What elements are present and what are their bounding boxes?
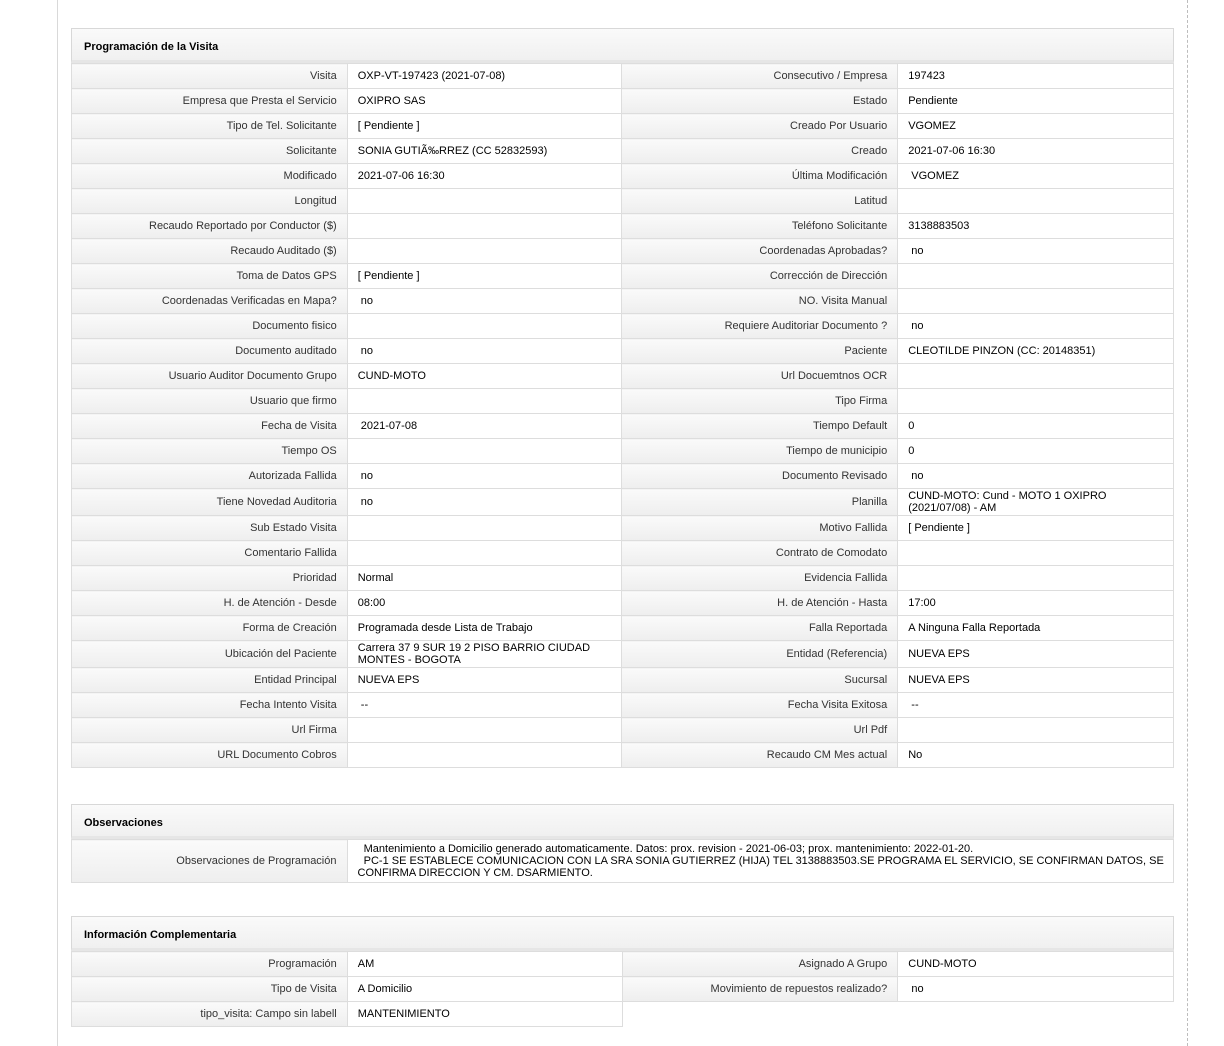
contrato-de-comodato-value (898, 541, 1174, 566)
url-docuemtnos-ocr-value (898, 364, 1174, 389)
complementaria-header: Información Complementaria (71, 916, 1174, 951)
table-row (72, 718, 1174, 743)
table-row (72, 89, 1174, 114)
visita-label: Visita (72, 64, 348, 89)
programacion-label: Programación (72, 952, 348, 977)
url-pdf-label: Url Pdf (622, 718, 898, 743)
evidencia-fallida-label: Evidencia Fallida (622, 566, 898, 591)
tipo-de-visita-label: Tipo de Visita (72, 977, 348, 1002)
recaudo-cm-mes-actual-label: Recaudo CM Mes actual (622, 743, 898, 768)
table-row (72, 264, 1174, 289)
table-row (72, 314, 1174, 339)
recaudo-reportado-por-conductor-value (347, 214, 622, 239)
entidad-referencia-label: Entidad (Referencia) (622, 641, 898, 668)
table-row (72, 339, 1174, 364)
usuario-que-firmo-label: Usuario que firmo (72, 389, 348, 414)
usuario-auditor-documento-grupo-label: Usuario Auditor Documento Grupo (72, 364, 348, 389)
visita-value: OXP-VT-197423 (2021-07-08) (347, 64, 622, 89)
comentario-fallida-value (347, 541, 622, 566)
toma-de-datos-gps-value: [ Pendiente ] (347, 264, 622, 289)
requiere-auditoriar-documento-label: Requiere Auditoriar Documento ? (622, 314, 898, 339)
h-de-atencion-desde-value: 08:00 (347, 591, 622, 616)
sub-estado-visita-label: Sub Estado Visita (72, 516, 348, 541)
programacion-header: Programación de la Visita (71, 28, 1174, 63)
no-visita-manual-value (898, 289, 1174, 314)
table-row (72, 464, 1174, 489)
documento-revisado-value: no (898, 464, 1174, 489)
url-pdf-value (898, 718, 1174, 743)
entidad-referencia-value: NUEVA EPS (898, 641, 1174, 668)
prioridad-label: Prioridad (72, 566, 348, 591)
table-row (72, 541, 1174, 566)
table-row (72, 591, 1174, 616)
url-firma-value (347, 718, 622, 743)
table-row (72, 239, 1174, 264)
programacion-value: AM (347, 952, 622, 977)
table-row (72, 641, 1174, 668)
tiempo-os-label: Tiempo OS (72, 439, 348, 464)
ultima-modificacion-value: VGOMEZ (898, 164, 1174, 189)
table-row (72, 489, 1174, 516)
falla-reportada-label: Falla Reportada (622, 616, 898, 641)
falla-reportada-value: A Ninguna Falla Reportada (898, 616, 1174, 641)
solicitante-label: Solicitante (72, 139, 348, 164)
ultima-modificacion-label: Última Modificación (622, 164, 898, 189)
coordenadas-aprobadas-label: Coordenadas Aprobadas? (622, 239, 898, 264)
evidencia-fallida-value (898, 566, 1174, 591)
movimiento-de-repuestos-realizado-value: no (898, 977, 1174, 1002)
tiempo-default-value: 0 (898, 414, 1174, 439)
contrato-de-comodato-label: Contrato de Comodato (622, 541, 898, 566)
empresa-que-presta-el-servicio-value: OXIPRO SAS (347, 89, 622, 114)
ubicacion-del-paciente-label: Ubicación del Paciente (72, 641, 348, 668)
table-row (72, 214, 1174, 239)
tiempo-de-municipio-label: Tiempo de municipio (622, 439, 898, 464)
recaudo-cm-mes-actual-value: No (898, 743, 1174, 768)
table-row (72, 977, 1174, 1002)
observaciones-header: Observaciones (71, 804, 1174, 839)
correccion-de-direccion-label: Corrección de Dirección (622, 264, 898, 289)
latitud-value (898, 189, 1174, 214)
fecha-visita-exitosa-label: Fecha Visita Exitosa (622, 693, 898, 718)
tipo-firma-label: Tipo Firma (622, 389, 898, 414)
tipo-visita-campo-sin-labell-label: tipo_visita: Campo sin labell (72, 1002, 348, 1027)
correccion-de-direccion-value (898, 264, 1174, 289)
coordenadas-aprobadas-value: no (898, 239, 1174, 264)
left-border-line (57, 0, 58, 1046)
h-de-atencion-hasta-value: 17:00 (898, 591, 1174, 616)
table-row (72, 414, 1174, 439)
creado-value: 2021-07-06 16:30 (898, 139, 1174, 164)
table-row (72, 566, 1174, 591)
table-row (72, 439, 1174, 464)
creado-por-usuario-label: Creado Por Usuario (622, 114, 898, 139)
prioridad-value: Normal (347, 566, 622, 591)
fecha-intento-visita-label: Fecha Intento Visita (72, 693, 348, 718)
consecutivo-empresa-label: Consecutivo / Empresa (622, 64, 898, 89)
forma-de-creacion-label: Forma de Creación (72, 616, 348, 641)
coordenadas-verificadas-en-mapa-label: Coordenadas Verificadas en Mapa? (72, 289, 348, 314)
latitud-label: Latitud (622, 189, 898, 214)
url-docuemtnos-ocr-label: Url Docuemtnos OCR (622, 364, 898, 389)
creado-por-usuario-value: VGOMEZ (898, 114, 1174, 139)
consecutivo-empresa-value: 197423 (898, 64, 1174, 89)
tipo-visita-campo-sin-labell-value: MANTENIMIENTO (347, 1002, 622, 1027)
tipo-de-tel-solicitante-label: Tipo de Tel. Solicitante (72, 114, 348, 139)
requiere-auditoriar-documento-value: no (898, 314, 1174, 339)
table-row (72, 668, 1174, 693)
ubicacion-del-paciente-value: Carrera 37 9 SUR 19 2 PISO BARRIO CIUDAD MONTES - BOGOTA (347, 641, 622, 668)
modificado-value: 2021-07-06 16:30 (347, 164, 622, 189)
h-de-atencion-hasta-label: H. de Atención - Hasta (622, 591, 898, 616)
fecha-de-visita-value: 2021-07-08 (347, 414, 622, 439)
programacion-table-body (72, 64, 1174, 768)
documento-auditado-label: Documento auditado (72, 339, 348, 364)
table-row (72, 840, 1174, 883)
tiempo-de-municipio-value: 0 (898, 439, 1174, 464)
recaudo-auditado-value (347, 239, 622, 264)
complementaria-table (71, 951, 1174, 1027)
recaudo-reportado-por-conductor-label: Recaudo Reportado por Conductor ($) (72, 214, 348, 239)
asignado-a-grupo-value: CUND-MOTO (898, 952, 1174, 977)
url-documento-cobros-label: URL Documento Cobros (72, 743, 348, 768)
empresa-que-presta-el-servicio-label: Empresa que Presta el Servicio (72, 89, 348, 114)
telefono-solicitante-value: 3138883503 (898, 214, 1174, 239)
solicitante-value: SONIA GUTIÃ‰RREZ (CC 52832593) (347, 139, 622, 164)
observaciones-section (71, 804, 1174, 883)
recaudo-auditado-label: Recaudo Auditado ($) (72, 239, 348, 264)
table-row (72, 64, 1174, 89)
programacion-table (71, 63, 1174, 768)
sucursal-label: Sucursal (622, 668, 898, 693)
planilla-label: Planilla (622, 489, 898, 516)
documento-auditado-value: no (347, 339, 622, 364)
tiempo-default-label: Tiempo Default (622, 414, 898, 439)
table-row (72, 1002, 1174, 1027)
table-row (72, 389, 1174, 414)
table-row (72, 189, 1174, 214)
estado-label: Estado (622, 89, 898, 114)
longitud-value (347, 189, 622, 214)
table-row (72, 952, 1174, 977)
tiene-novedad-auditoria-label: Tiene Novedad Auditoria (72, 489, 348, 516)
table-row (72, 114, 1174, 139)
observaciones-programacion-value (347, 840, 1174, 883)
planilla-value: CUND-MOTO: Cund - MOTO 1 OXIPRO (2021/07/08) - AM (898, 489, 1174, 516)
table-row (72, 289, 1174, 314)
fecha-de-visita-label: Fecha de Visita (72, 414, 348, 439)
table-row (72, 616, 1174, 641)
documento-fisico-label: Documento fisico (72, 314, 348, 339)
motivo-fallida-label: Motivo Fallida (622, 516, 898, 541)
table-row (72, 693, 1174, 718)
programacion-section (71, 28, 1174, 768)
tiempo-os-value (347, 439, 622, 464)
entidad-principal-value: NUEVA EPS (347, 668, 622, 693)
fecha-visita-exitosa-value: -- (898, 693, 1174, 718)
observaciones-table (71, 839, 1174, 883)
telefono-solicitante-label: Teléfono Solicitante (622, 214, 898, 239)
tipo-de-tel-solicitante-value: [ Pendiente ] (347, 114, 622, 139)
complementaria-section (71, 916, 1174, 1027)
sucursal-value: NUEVA EPS (898, 668, 1174, 693)
entidad-principal-label: Entidad Principal (72, 668, 348, 693)
motivo-fallida-value: [ Pendiente ] (898, 516, 1174, 541)
forma-de-creacion-value: Programada desde Lista de Trabajo (347, 616, 622, 641)
autorizada-fallida-value: no (347, 464, 622, 489)
observaciones-programacion-label: Observaciones de Programación (72, 840, 348, 883)
table-row (72, 364, 1174, 389)
longitud-label: Longitud (72, 189, 348, 214)
creado-label: Creado (622, 139, 898, 164)
coordenadas-verificadas-en-mapa-value: no (347, 289, 622, 314)
table-row (72, 164, 1174, 189)
table-row (72, 516, 1174, 541)
table-row (72, 743, 1174, 768)
tipo-de-visita-value: A Domicilio (347, 977, 622, 1002)
paciente-label: Paciente (622, 339, 898, 364)
estado-value: Pendiente (898, 89, 1174, 114)
tiene-novedad-auditoria-value: no (347, 489, 622, 516)
paciente-value: CLEOTILDE PINZON (CC: 20148351) (898, 339, 1174, 364)
url-documento-cobros-value (347, 743, 622, 768)
documento-fisico-value (347, 314, 622, 339)
toma-de-datos-gps-label: Toma de Datos GPS (72, 264, 348, 289)
fecha-intento-visita-value: -- (347, 693, 622, 718)
observaciones-line-2: PC-1 SE ESTABLECE COMUNICACION CON LA SRA SONIA GUTIERREZ (HIJA) TEL 3138883503.SE PROGRAMA EL SERVICIO, SE CONFIRMAN DATOS, SE CONFIRMA DIRECCION Y CM. DSARMIENTO. (357, 855, 1167, 879)
movimiento-de-repuestos-realizado-label: Movimiento de repuestos realizado? (622, 977, 898, 1002)
sub-estado-visita-value (347, 516, 622, 541)
complementaria-table-body (72, 952, 1174, 1027)
asignado-a-grupo-label: Asignado A Grupo (622, 952, 898, 977)
observaciones-line-1: Mantenimiento a Domicilio generado automaticamente. Datos: prox. revision - 2021-06-03; prox. mantenimiento: 2022-01-20. (357, 843, 974, 855)
url-firma-label: Url Firma (72, 718, 348, 743)
documento-revisado-label: Documento Revisado (622, 464, 898, 489)
usuario-que-firmo-value (347, 389, 622, 414)
tipo-firma-value (898, 389, 1174, 414)
modificado-label: Modificado (72, 164, 348, 189)
table-row (72, 139, 1174, 164)
h-de-atencion-desde-label: H. de Atención - Desde (72, 591, 348, 616)
no-visita-manual-label: NO. Visita Manual (622, 289, 898, 314)
usuario-auditor-documento-grupo-value: CUND-MOTO (347, 364, 622, 389)
autorizada-fallida-label: Autorizada Fallida (72, 464, 348, 489)
comentario-fallida-label: Comentario Fallida (72, 541, 348, 566)
right-dashed-border (1187, 0, 1188, 1046)
